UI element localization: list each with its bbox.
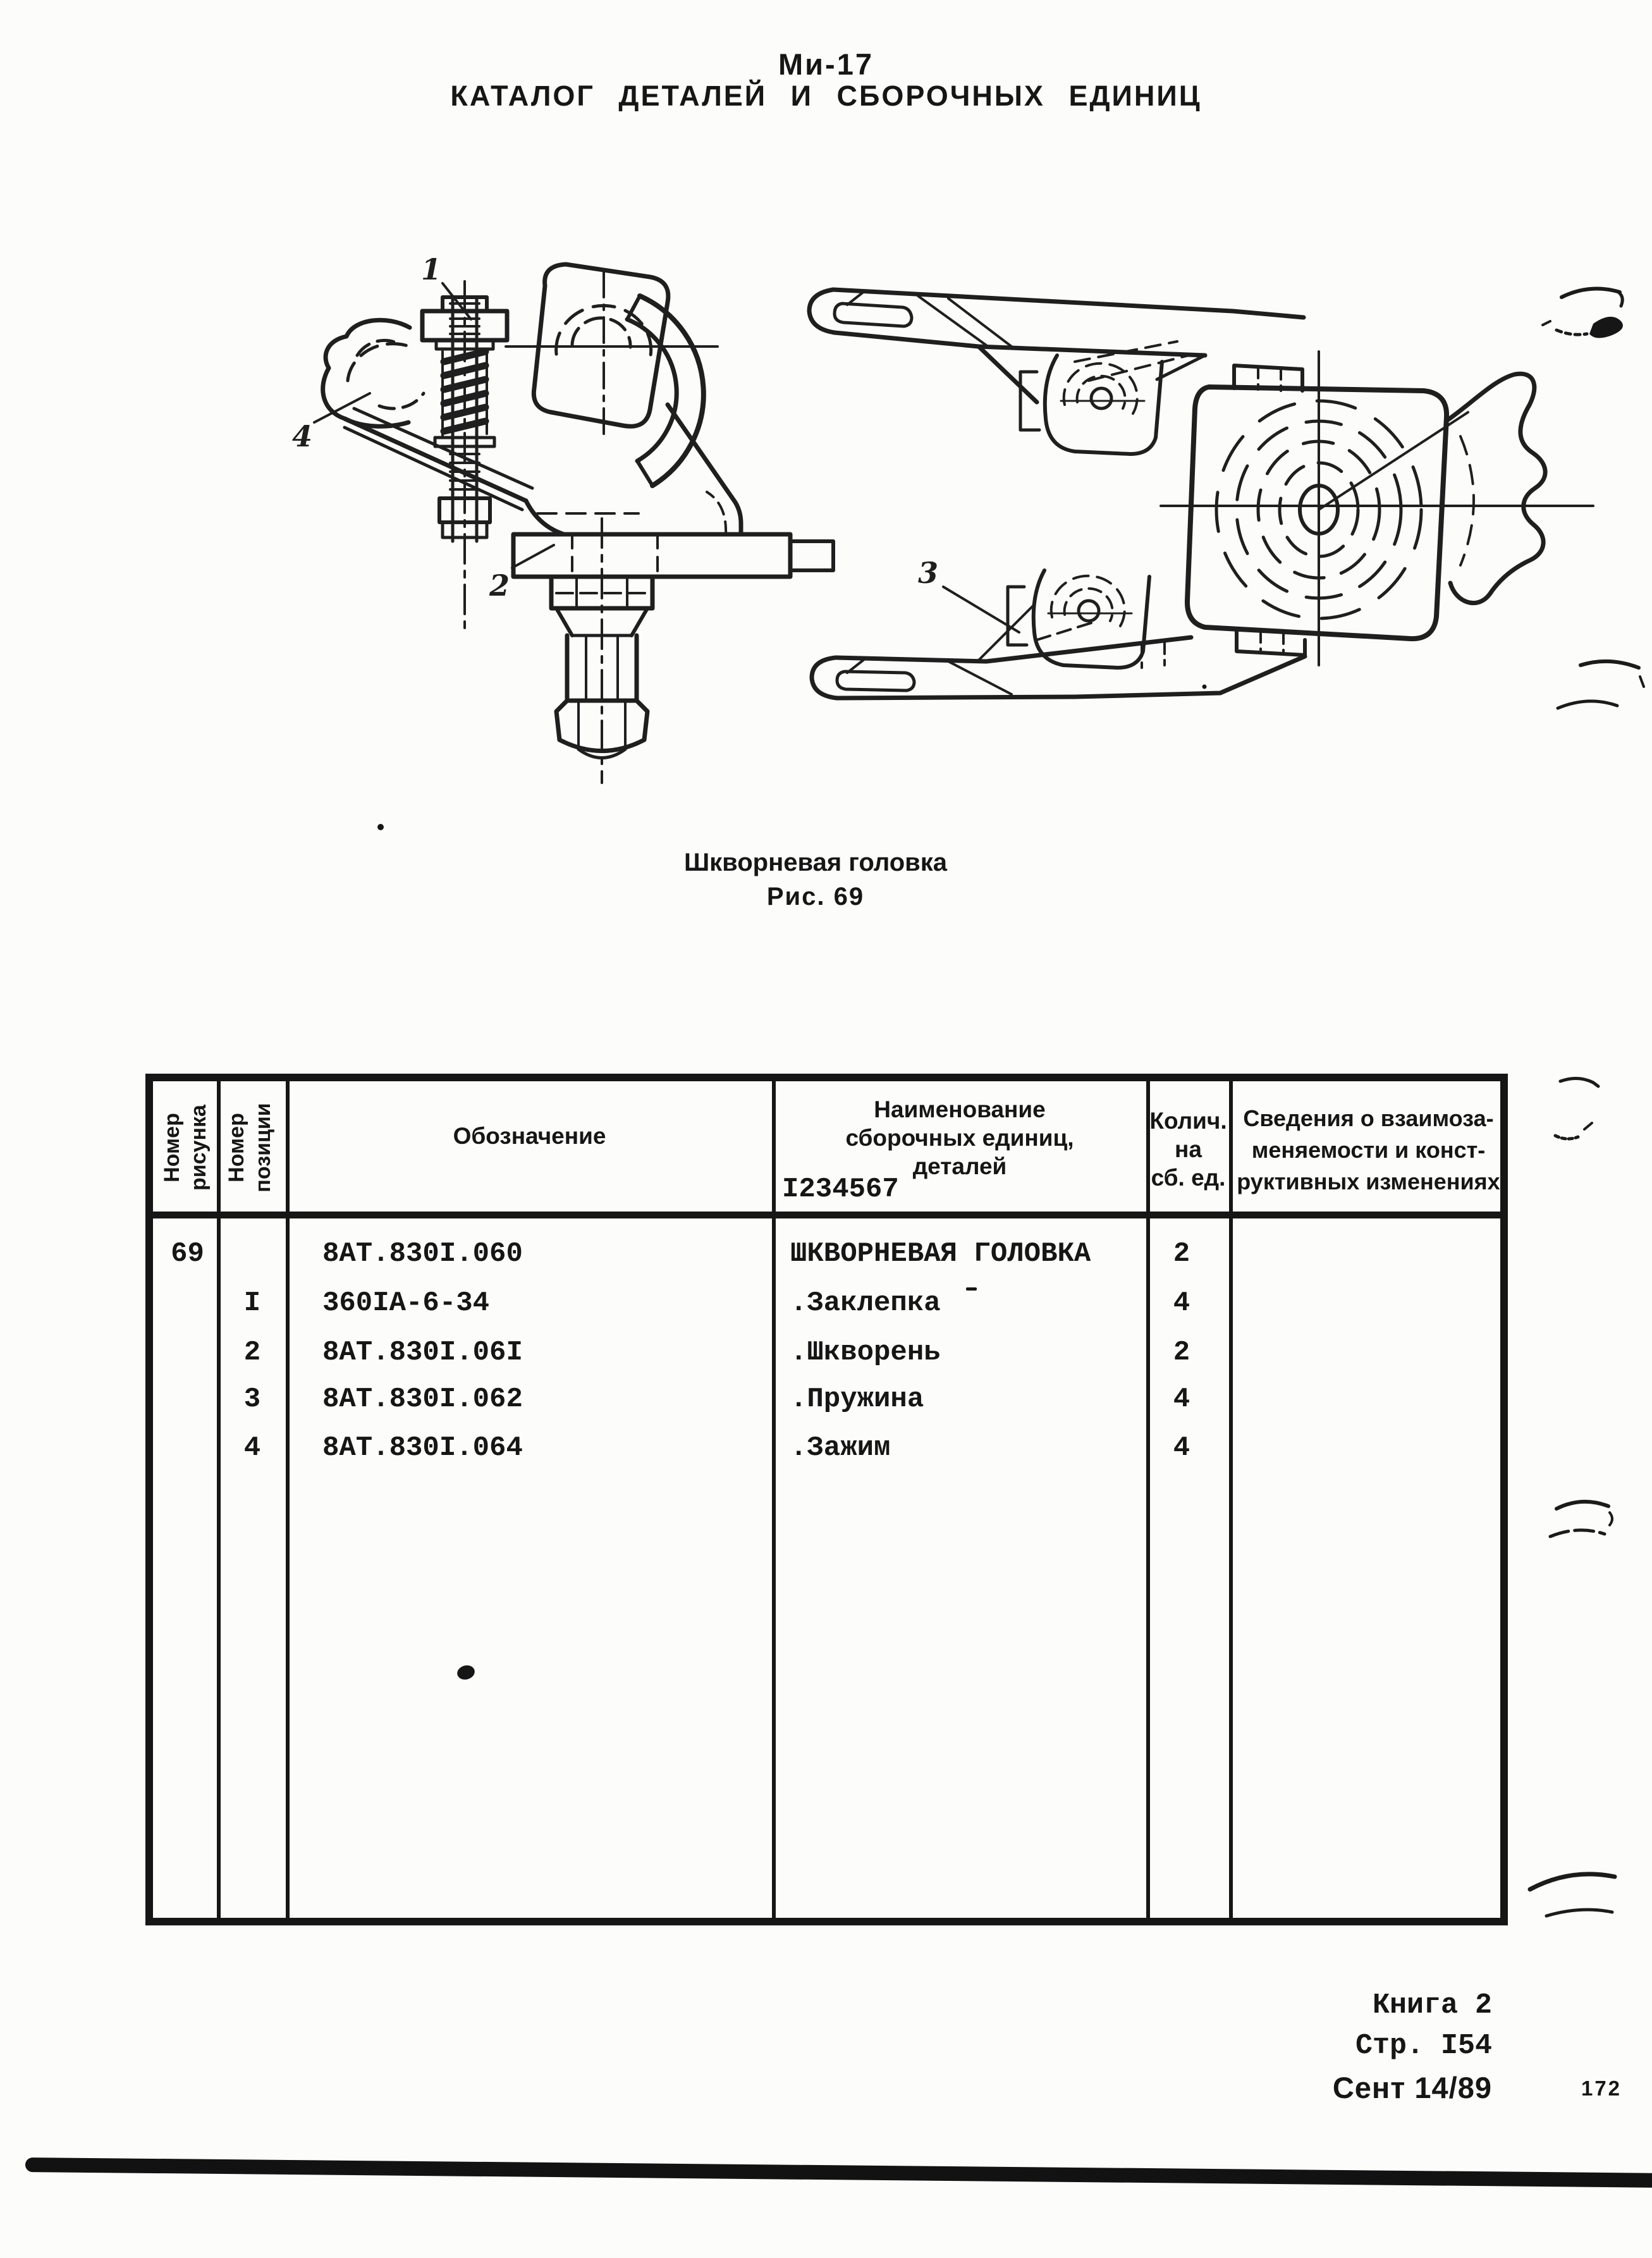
pivot-pin bbox=[551, 518, 652, 783]
parts-table bbox=[145, 1074, 1508, 1925]
cell-name: .Шкворень bbox=[790, 1337, 941, 1368]
header-quantity bbox=[1147, 1107, 1229, 1192]
callout-3: 3 bbox=[917, 556, 939, 590]
footer-page-ref: Стр. I54 bbox=[1355, 2030, 1492, 2062]
table-row bbox=[153, 1384, 1500, 1428]
cell-position: I bbox=[243, 1287, 261, 1319]
edge-curl-4 bbox=[1550, 1502, 1612, 1537]
column-divider bbox=[217, 1081, 221, 1918]
header-position-number-line1: Номер bbox=[224, 1113, 248, 1182]
header-interchangeability-line1: Сведения о взаимоза- bbox=[1243, 1105, 1494, 1131]
edge-curl-5 bbox=[1530, 1874, 1615, 1916]
technical-drawing bbox=[266, 253, 1618, 809]
scan-bottom-bar bbox=[25, 2157, 1652, 2188]
header-figure-number-line1: Номер bbox=[160, 1113, 184, 1182]
cell-designation: 360IА-6-34 bbox=[322, 1287, 490, 1319]
cell-designation: 8АТ.830I.060 bbox=[322, 1238, 523, 1270]
page-number: 172 bbox=[1581, 2077, 1622, 2100]
header-name bbox=[773, 1095, 1146, 1181]
header-name-note: I234567 bbox=[782, 1174, 899, 1205]
central-body bbox=[1161, 352, 1593, 665]
clamp-part bbox=[323, 320, 532, 510]
header-position-number bbox=[223, 1078, 280, 1217]
header-figure-number-line2: рисунка bbox=[187, 1105, 211, 1191]
body-bracket bbox=[513, 405, 833, 577]
head-plate bbox=[506, 264, 718, 438]
footer-book: Книга 2 bbox=[1372, 1989, 1492, 2022]
drawing-top-view bbox=[809, 290, 1593, 698]
column-divider bbox=[286, 1081, 290, 1918]
column-divider bbox=[772, 1081, 776, 1918]
cell-quantity: 4 bbox=[1173, 1287, 1190, 1319]
table-row bbox=[153, 1238, 1500, 1282]
header-quantity-line2: на bbox=[1175, 1136, 1202, 1162]
cell-quantity: 4 bbox=[1173, 1432, 1190, 1464]
table-row bbox=[153, 1287, 1500, 1332]
cell-designation: 8АТ.830I.062 bbox=[322, 1384, 523, 1415]
figure-number: Рис. 69 bbox=[766, 883, 865, 911]
cell-name: .Пружина bbox=[790, 1384, 924, 1415]
figure-caption: Шкворневая головка bbox=[683, 849, 948, 876]
edge-curl-3 bbox=[1555, 1078, 1598, 1139]
header-separator bbox=[153, 1212, 1500, 1218]
header-name-line1: Наименование bbox=[874, 1096, 1046, 1122]
drawing-side-view bbox=[292, 253, 833, 783]
cell-designation: 8АТ.830I.06I bbox=[322, 1337, 523, 1368]
header-position-number-line2: позиции bbox=[251, 1103, 275, 1193]
cell-figure: 69 bbox=[171, 1238, 204, 1270]
grip-knob bbox=[1448, 374, 1545, 603]
callout-1: 1 bbox=[420, 253, 442, 286]
header-interchangeability-line3: руктивных изменениях bbox=[1237, 1169, 1500, 1194]
column-divider bbox=[1146, 1081, 1150, 1918]
header-interchangeability bbox=[1230, 1103, 1507, 1198]
table-row bbox=[153, 1337, 1500, 1381]
cell-quantity: 4 bbox=[1173, 1384, 1190, 1415]
lower-arm bbox=[812, 604, 1305, 698]
upper-rivet bbox=[1020, 355, 1162, 454]
header-name-line3: деталей bbox=[912, 1153, 1007, 1179]
cell-name: ШКВОРНЕВАЯ ГОЛОВКА bbox=[790, 1238, 1091, 1270]
page-title: Ми-17 bbox=[778, 47, 874, 81]
header-figure-number bbox=[159, 1078, 216, 1217]
header-designation: Обозначение bbox=[453, 1123, 606, 1149]
header-name-line2: сборочных единиц, bbox=[845, 1125, 1074, 1151]
cell-quantity: 2 bbox=[1173, 1238, 1190, 1270]
footer-date-stamp: Сент 14/89 bbox=[1332, 2071, 1492, 2104]
header-interchangeability-line2: меняемости и конст- bbox=[1251, 1137, 1486, 1163]
cell-position: 3 bbox=[243, 1384, 261, 1415]
lower-rivet bbox=[1008, 570, 1149, 668]
cell-name: .Заклепка bbox=[790, 1287, 941, 1319]
cell-quantity: 2 bbox=[1173, 1337, 1190, 1368]
page-subtitle: КАТАЛОГ ДЕТАЛЕЙ И СБОРОЧНЫХ ЕДИНИЦ bbox=[450, 80, 1202, 112]
column-divider bbox=[1229, 1081, 1233, 1918]
header-quantity-line1: Колич. bbox=[1149, 1108, 1227, 1134]
callout-leaders bbox=[314, 283, 554, 568]
cell-name: .Зажим bbox=[790, 1432, 891, 1464]
cell-position: 2 bbox=[243, 1337, 261, 1368]
table-row bbox=[153, 1432, 1500, 1476]
header-quantity-line3: сб. ед. bbox=[1151, 1165, 1226, 1191]
cell-designation: 8АТ.830I.064 bbox=[322, 1432, 523, 1464]
cell-position: 4 bbox=[243, 1432, 261, 1464]
callout-2: 2 bbox=[489, 568, 510, 603]
callout-4: 4 bbox=[291, 419, 313, 453]
